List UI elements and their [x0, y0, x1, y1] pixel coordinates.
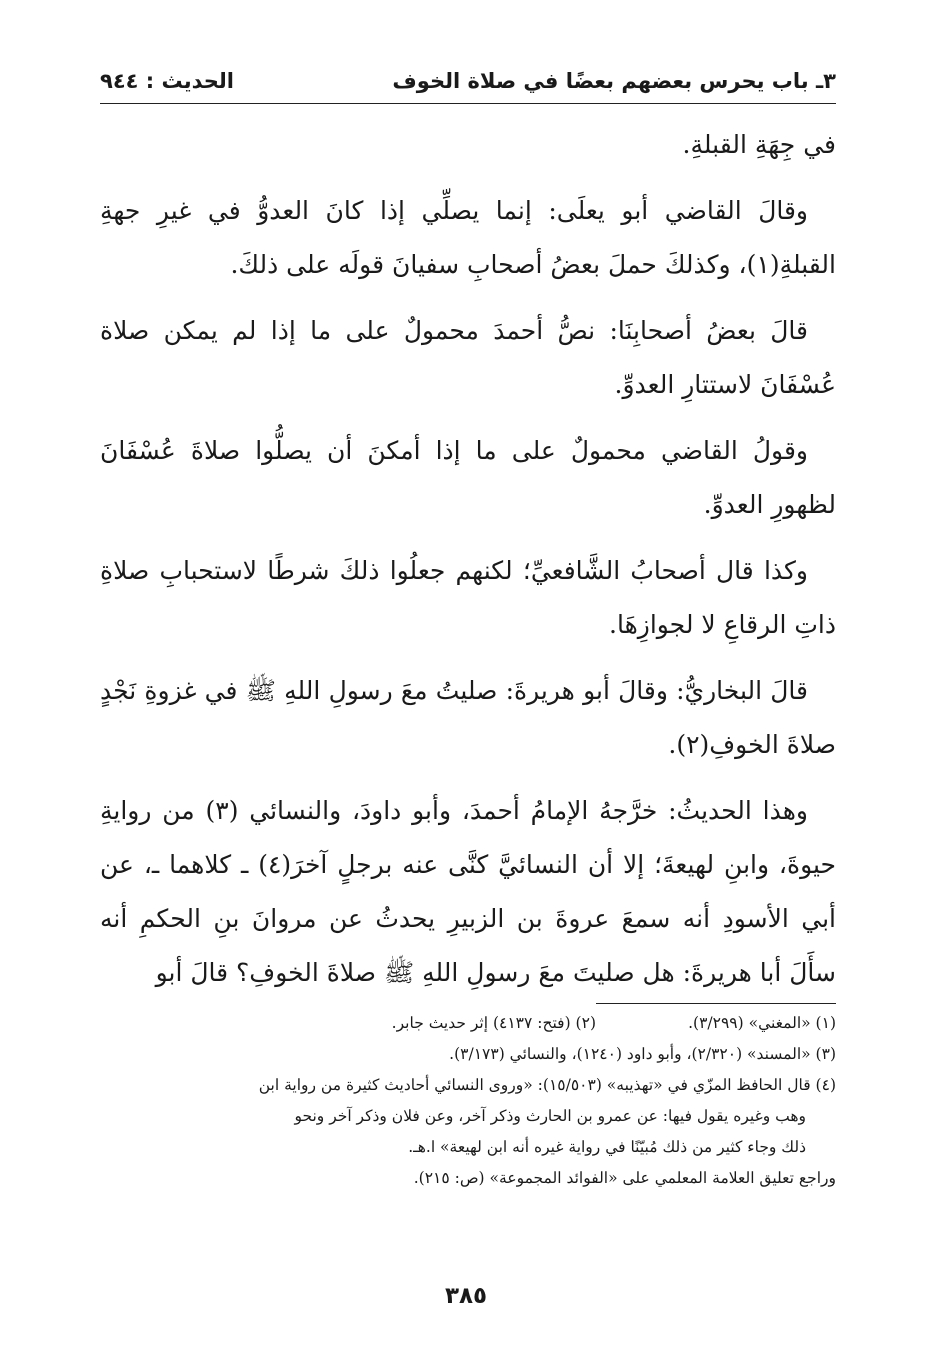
- paragraph-7: وهذا الحديثُ: خرَّجهُ الإمامُ أحمدَ، وأبو داودَ، والنسائي (٣) من روايةِ حيوةَ، وابنِ لهيعةَ؛ إلا أن النسائيَّ كنَّى عنه برجلٍ آخرَ(٤) ـ كلاهما ـ، عن أبي الأسودِ أنه سمعَ عروةَ بن الزبيرِ يحدثُ عن مروانَ بنِ الحكمِ أنه سأَلَ أبا هريرةَ: هل صليتَ معَ رسولِ اللهِ ﷺ صلاةَ الخوفِ؟ قالَ أبو: [100, 796, 836, 987]
- footnote-rule: [596, 1003, 836, 1004]
- footnotes: [100, 1008, 836, 1194]
- footnote-4-line-1: (٤) قال الحافظ المزّي في «تهذيبه» (١٥/٥٠٣): «وروى النسائي أحاديث كثيرة من رواية ابن: [258, 1076, 836, 1094]
- footnote-1: (١) «المغني» (٣/٢٩٩).: [688, 1014, 836, 1032]
- paragraph-6: قالَ البخاريُّ: وقالَ أبو هريرةَ: صليتُ معَ رسولِ اللهِ ﷺ في غزوةِ نَجْدٍ صلاةَ الخوفِ(٢).: [100, 676, 836, 759]
- footnote-row-1: [100, 1008, 836, 1039]
- page-header: [100, 62, 836, 100]
- page-number: ٣٨٥: [444, 1283, 488, 1309]
- main-text: [100, 118, 836, 1012]
- footnote-3: (٣) «المسند» (٢/٣٢٠)، وأبو داود (١٢٤٠)، والنسائي (٣/١٧٣).: [449, 1045, 836, 1063]
- paragraph-3: قالَ بعضُ أصحابِنَا: نصُّ أحمدَ محمولٌ على ما إذا لم يمكن صلاة عُسْفَانَ لاستتارِ العدوِّ.: [100, 316, 836, 399]
- footnote-4-line-3: ذلك وجاء كثير من ذلك مُبيّنًا في رواية غيره أنه ابن لهيعة» ا.هـ.: [408, 1138, 806, 1156]
- footnote-4-line-4: وراجع تعليق العلامة المعلمي على «الفوائد المجموعة» (ص: ٢١٥).: [413, 1169, 836, 1187]
- footnote-2: (٢) (فتح: ٤١٣٧) إثر حديث جابر.: [391, 1014, 596, 1032]
- chapter-title: ٣ـ باب يحرس بعضهم بعضًا في صلاة الخوف: [392, 69, 836, 93]
- paragraph-4: وقولُ القاضي محمولٌ على ما إذا أمكنَ أن يصلُّوا صلاةَ عُسْفَانَ لظهورِ العدوِّ.: [100, 436, 836, 519]
- paragraph-5: وكذا قال أصحابُ الشَّافعيِّ؛ لكنهم جعلُوا ذلكَ شرطًا لاستحبابِ صلاةِ ذاتِ الرقاعِ لا لجوازِهَا.: [100, 556, 836, 639]
- paragraph-2: وقالَ القاضي أبو يعلَى: إنما يصلِّي إذا كانَ العدوُّ في غيرِ جهةِ القبلةِ(١)، وكذلكَ حملَ بعضُ أصحابِ سفيانَ قولَه على ذلكَ.: [100, 196, 836, 279]
- hadith-number: الحديث : ٩٤٤: [100, 69, 234, 93]
- footnote-4-line-2: وهب وغيره يقول فيها: عن عمرو بن الحارث وذكر آخر، وعن فلان وذكر آخر ونحو: [294, 1107, 806, 1125]
- header-rule: [100, 103, 836, 104]
- paragraph-1: في جِهَةِ القبلةِ.: [682, 130, 836, 159]
